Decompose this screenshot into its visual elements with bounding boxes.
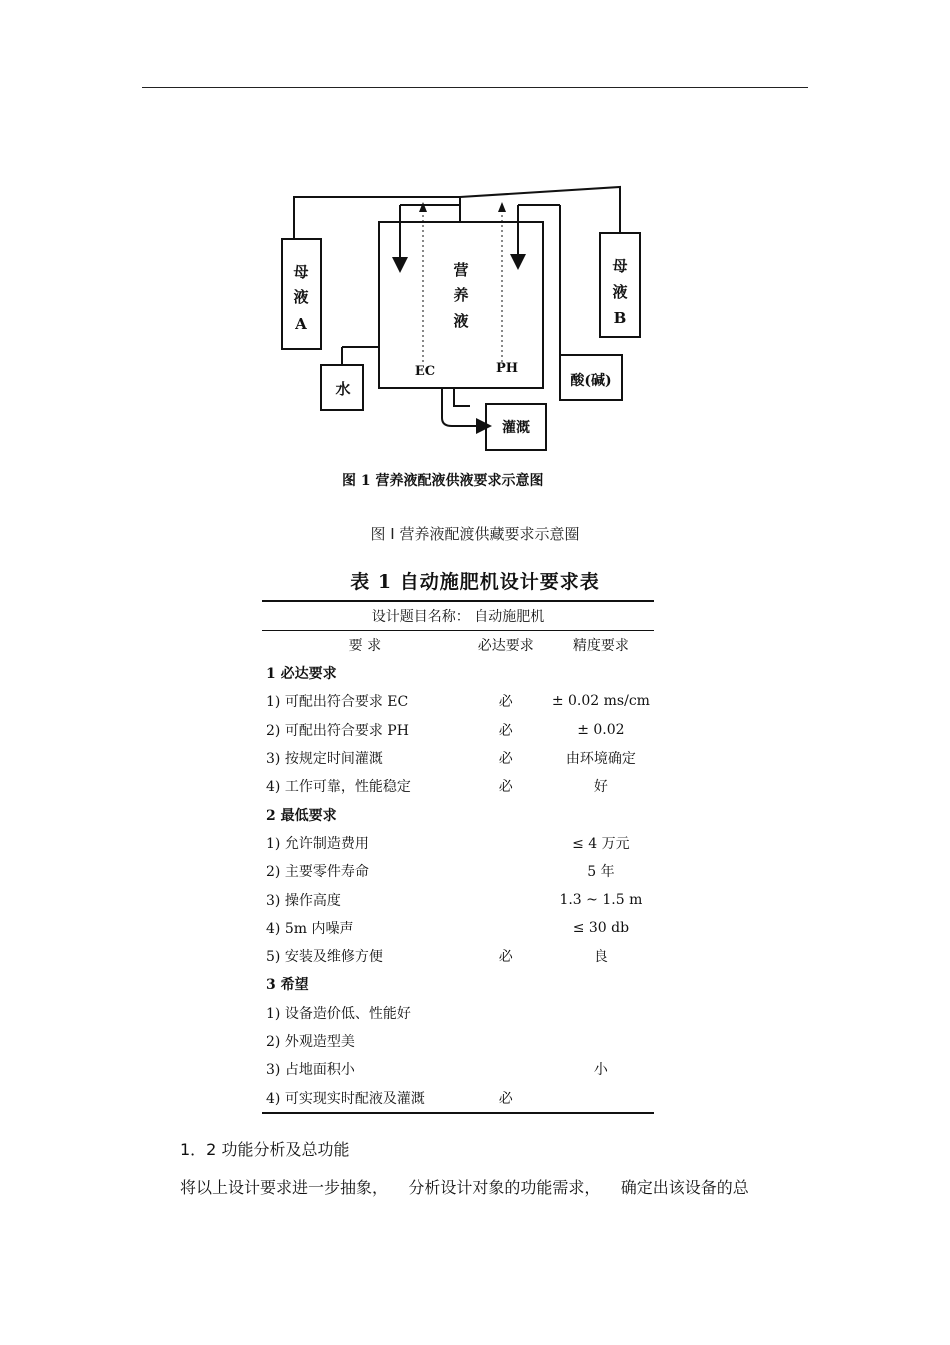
figure-caption-secondary: 图 I 营养液配渡供藏要求示意圈 [370, 525, 580, 543]
precision-cell: 小 [593, 1062, 608, 1079]
table-row [262, 687, 654, 715]
requirement-cell: 1) 允许制造费用 [266, 835, 369, 852]
requirement-cell: 1) 设备造价低、性能好 [266, 1005, 411, 1022]
label-mother-a-2: 液 [293, 288, 309, 306]
label-mother-b-3: B [613, 309, 627, 327]
requirement-cell: 3) 操作高度 [266, 892, 341, 909]
nutrient-solution-diagram [270, 180, 660, 500]
must-cell: 必 [498, 722, 513, 739]
must-cell [464, 857, 548, 885]
requirement-cell: 1 必达要求 [266, 666, 337, 683]
section-title: 1．2 功能分析及总功能 [180, 1140, 350, 1159]
label-nutrient-1: 营 [453, 261, 469, 279]
requirement-cell: 2) 可配出符合要求 PH [266, 722, 409, 739]
table-row [262, 885, 654, 913]
label-acid: 酸(碱) [570, 373, 612, 389]
requirement-cell: 4) 可实现实时配液及灌溉 [262, 1083, 464, 1112]
header-rule [142, 87, 808, 88]
header-requirement: 要 求 [348, 638, 382, 654]
project-name: 设计题目名称： 自动施肥机 [262, 601, 654, 631]
requirement-cell: 2) 外观造型美 [266, 1034, 355, 1050]
precision-cell [548, 800, 654, 828]
requirement-cell: 1) 可配出符合要求 EC [266, 694, 409, 711]
requirements-table [262, 600, 654, 1114]
must-cell [464, 999, 548, 1027]
precision-cell [548, 659, 654, 687]
header-precision: 精度要求 [572, 638, 629, 654]
precision-cell: 5 年 [587, 864, 615, 881]
table-row [262, 800, 654, 828]
table-row [262, 970, 654, 998]
must-cell: 必 [498, 751, 513, 768]
table-project-row [262, 601, 654, 631]
table-row [262, 999, 654, 1027]
pipe-left [294, 197, 460, 239]
table-row [262, 829, 654, 857]
pipe-right [460, 187, 620, 233]
precision-cell: ± 0.02 [577, 721, 625, 738]
table-row [262, 857, 654, 885]
table-row [262, 659, 654, 687]
must-cell [464, 1055, 548, 1083]
must-cell [464, 829, 548, 857]
requirement-cell: 5) 安装及维修方便 [266, 949, 383, 966]
requirement-cell: 2) 主要零件寿命 [266, 864, 369, 881]
precision-cell: ± 0.02 ms/cm [551, 693, 650, 710]
table-row [262, 1055, 654, 1083]
precision-cell [548, 970, 654, 998]
precision-cell: ≤ 4 万元 [572, 835, 630, 852]
table-title: 表 1 自动施肥机设计要求表 [350, 571, 600, 593]
table-row [262, 744, 654, 772]
label-ec: EC [414, 364, 436, 379]
precision-cell [548, 1083, 654, 1112]
precision-cell: 良 [593, 949, 608, 966]
requirement-cell: 3) 按规定时间灌溉 [266, 751, 383, 768]
label-water: 水 [335, 380, 351, 398]
precision-cell [548, 999, 654, 1027]
label-irrigation: 灌溉 [502, 420, 530, 436]
must-cell: 必 [498, 949, 513, 966]
must-cell [464, 659, 548, 687]
precision-cell: 好 [593, 779, 608, 796]
must-cell: 必 [464, 1083, 548, 1112]
label-mother-a-3: A [295, 315, 307, 333]
must-cell: 必 [498, 694, 513, 711]
must-cell [464, 1027, 548, 1055]
label-mother-b-1: 母 [612, 257, 628, 275]
body-paragraph: 将以上设计要求进一步抽象， 分析设计对象的功能需求， 确定出该设备的总 [180, 1178, 749, 1197]
table-row [262, 1027, 654, 1055]
requirement-cell: 4) 5m 内噪声 [266, 920, 354, 937]
table-header-row [262, 631, 654, 660]
table-row [262, 772, 654, 800]
must-cell [464, 970, 548, 998]
label-ph: PH [495, 361, 519, 376]
must-cell [464, 885, 548, 913]
table-row [262, 716, 654, 744]
label-nutrient-2: 养 [453, 286, 469, 304]
label-mother-b-2: 液 [612, 283, 628, 301]
requirement-cell: 2 最低要求 [266, 807, 337, 824]
must-cell [464, 800, 548, 828]
requirement-cell: 3 希望 [266, 977, 309, 994]
figure-caption: 图 1 营养液配液供液要求示意图 [342, 473, 544, 489]
requirement-cell: 4) 工作可靠，性能稳定 [266, 779, 411, 796]
table-body [262, 659, 654, 1113]
must-cell: 必 [498, 779, 513, 796]
requirement-cell: 3) 占地面积小 [266, 1062, 355, 1079]
precision-cell: 由环境确定 [565, 751, 636, 768]
label-nutrient-3: 液 [453, 312, 469, 330]
table-row [262, 1083, 654, 1112]
precision-cell: ≤ 30 db [572, 919, 630, 936]
header-must: 必达要求 [477, 638, 534, 654]
must-cell [464, 914, 548, 942]
precision-cell: 1.3 ~ 1.5 m [559, 891, 643, 908]
table-row [262, 942, 654, 970]
label-mother-a-1: 母 [293, 263, 309, 281]
precision-cell [548, 1027, 654, 1055]
table-row [262, 914, 654, 942]
